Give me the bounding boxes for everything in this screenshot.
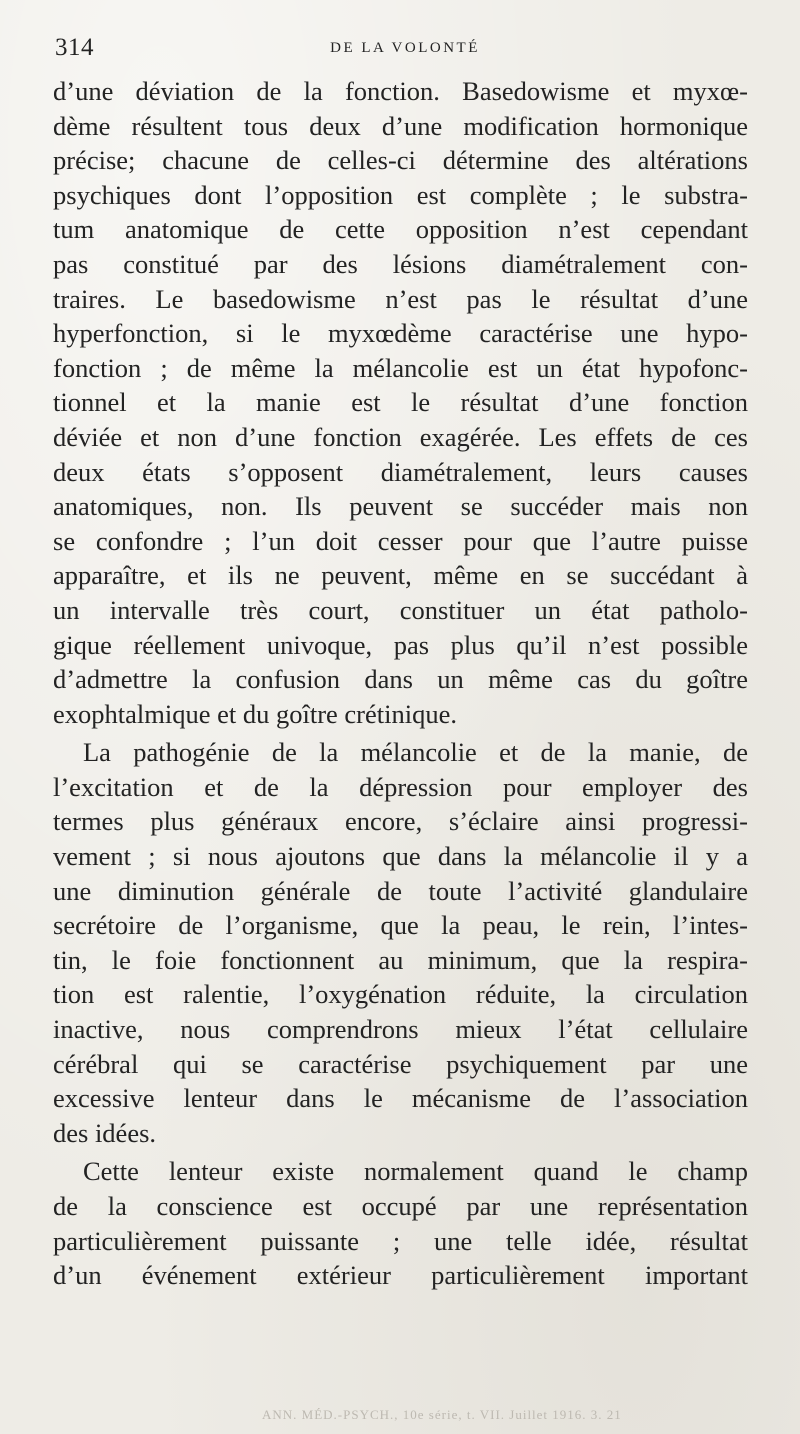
page-header <box>55 30 755 70</box>
text-line: tum anatomique de cette opposition n’est cependant <box>53 214 748 245</box>
text-line: d’une déviation de la fonction. Basedowisme et myxœ- <box>53 76 748 106</box>
running-title: DE LA VOLONTÉ <box>330 40 480 56</box>
text-line: d’admettre la confusion dans un même cas du goître <box>53 664 748 695</box>
text-line: précise; chacune de celles-ci détermine des altérations <box>53 145 748 176</box>
text-line: inactive, nous comprendrons mieux l’état cellulaire <box>53 1014 748 1045</box>
text-line: hyperfonction, si le myxœdème caractérise une hypo- <box>53 318 748 349</box>
text-line: se confondre ; l’un doit cesser pour que l’autre puisse <box>53 525 748 556</box>
text-line: anatomiques, non. Ils peuvent se succéder mais non <box>53 491 748 522</box>
paragraph-last-line: des idées. <box>53 1117 157 1148</box>
body-text <box>53 74 748 1293</box>
text-line: de la conscience est occupé par une représentation <box>53 1191 748 1221</box>
text-line: fonction ; de même la mélancolie est un état hypofonc- <box>53 352 748 383</box>
text-line: d’un événement extérieur particulièrement important <box>53 1260 748 1291</box>
text-line: cérébral qui se caractérise psychiquement par une <box>53 1048 748 1079</box>
text-line: excessive lenteur dans le mécanisme de l’association <box>53 1083 748 1114</box>
text-line: gique réellement univoque, pas plus qu’il n’est possible <box>53 629 748 660</box>
text-line: termes plus généraux encore, s’éclaire ainsi progressi- <box>53 806 748 837</box>
text-line: un intervalle très court, constituer un état patholo- <box>53 594 748 625</box>
paragraph-first-line: La pathogénie de la mélancolie et de la manie, de <box>83 737 748 768</box>
text-line: tin, le foie fonctionnent au minimum, que la respira- <box>53 944 748 975</box>
page-footer: ANN. MÉD.-PSYCH., 10e série, t. VII. Juillet 1916. 3. 21 <box>262 1407 622 1422</box>
text-line: l’excitation et de la dépression pour employer des <box>53 771 748 802</box>
page-number: 314 <box>55 34 94 61</box>
paragraph-first-line: Cette lenteur existe normalement quand le champ <box>83 1156 748 1187</box>
text-line: tionnel et la manie est le résultat d’une fonction <box>53 387 748 418</box>
text-line: psychiques dont l’opposition est complète ; le substra- <box>53 179 748 210</box>
text-line: vement ; si nous ajoutons que dans la mélancolie il y a <box>53 841 748 872</box>
text-line: dème résultent tous deux d’une modification hormonique <box>53 110 748 141</box>
text-line: déviée et non d’une fonction exagérée. Les effets de ces <box>53 421 748 452</box>
paragraph-last-line: exophtalmique et du goître crétinique. <box>53 698 457 729</box>
text-line: secrétoire de l’organisme, que la peau, le rein, l’intes- <box>53 910 748 941</box>
text-line: une diminution générale de toute l’activité glandulaire <box>53 875 748 906</box>
text-line: tion est ralentie, l’oxygénation réduite, la circulation <box>53 979 748 1010</box>
text-line: traires. Le basedowisme n’est pas le résultat d’une <box>53 283 748 314</box>
text-line: particulièrement puissante ; une telle idée, résultat <box>53 1225 748 1256</box>
text-line: deux états s’opposent diamétralement, leurs causes <box>53 456 748 487</box>
text-line: apparaître, et ils ne peuvent, même en se succédant à <box>53 560 748 591</box>
text-line: pas constitué par des lésions diamétralement con- <box>53 248 748 279</box>
